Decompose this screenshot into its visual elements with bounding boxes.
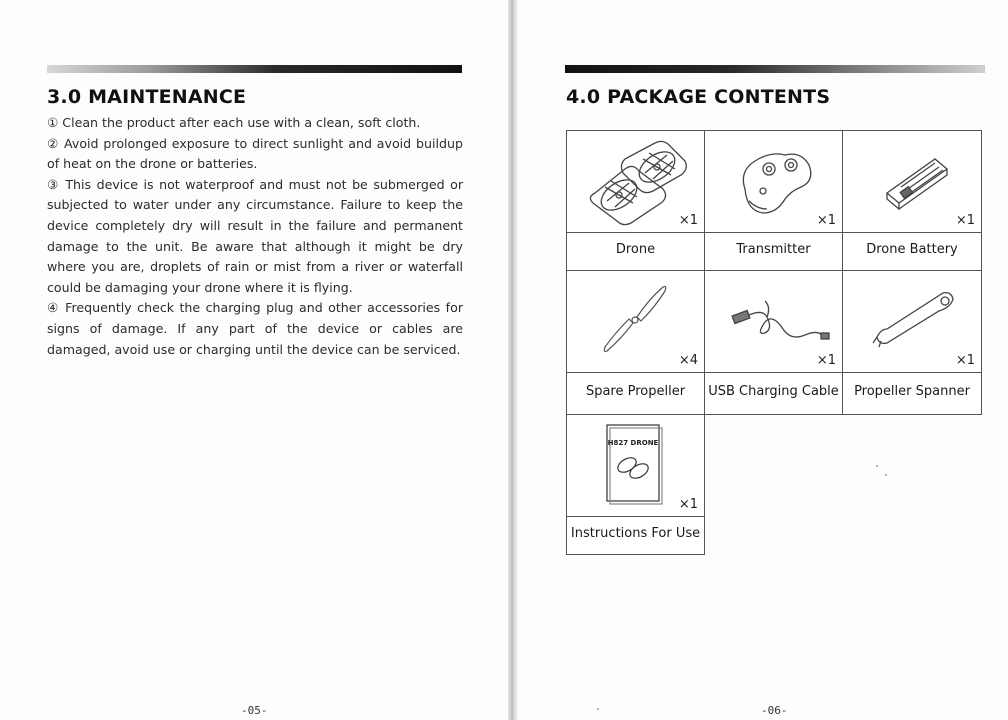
maintenance-item: ① Clean the product after each use with a clean, soft cloth.: [47, 115, 421, 130]
package-item-instructions: [566, 414, 705, 555]
item-quantity: ×1: [678, 213, 698, 228]
section-rule: [565, 65, 985, 73]
page-speck: [885, 474, 887, 476]
item-quantity: ×4: [678, 353, 698, 368]
item-quantity: ×1: [816, 213, 836, 228]
maintenance-item: ② Avoid prolonged exposure to direct sunlight and avoid buildup of heat on the drone or batteries.: [47, 135, 463, 172]
item-label: Drone Battery: [866, 242, 958, 257]
item-label: Drone: [615, 242, 656, 257]
item-label: Instructions For Use: [570, 526, 701, 541]
item-quantity: ×1: [955, 213, 975, 228]
package-item-battery: [842, 130, 982, 271]
item-image: [843, 271, 981, 373]
item-image: [843, 131, 981, 233]
item-label: USB Charging Cable: [708, 384, 839, 399]
page-speck: [597, 708, 599, 710]
manual-cover-title: H827 DRONE: [607, 439, 659, 447]
item-quantity: ×1: [955, 353, 975, 368]
package-item-transmitter: [704, 130, 843, 271]
item-label: Propeller Spanner: [854, 384, 970, 399]
item-label: Spare Propeller: [585, 384, 686, 399]
item-image: [567, 271, 704, 373]
item-image: [705, 271, 842, 373]
item-image: [705, 131, 842, 233]
package-item-usb-cable: [704, 270, 843, 415]
section-rule: [47, 65, 462, 73]
maintenance-item: ③ This device is not waterproof and must not be submerged or subjected to water under any circumstance. Failure to keep the device completely dry will result in the failure and permanent damage to the unit. Be aware that although it might be dry where you are, droplets of rain or mist from a river or waterfall could be damaging your drone where it is flying.: [47, 176, 463, 295]
maintenance-heading: 3.0 MAINTENANCE: [47, 86, 247, 108]
item-image: [567, 415, 704, 517]
page-speck: [876, 465, 878, 467]
maintenance-item: ④ Frequently check the charging plug and other accessories for signs of damage. If any part of the device or cables are damaged, avoid use or charging until the device can be serviced.: [47, 300, 463, 357]
package-contents-heading: 4.0 PACKAGE CONTENTS: [566, 86, 831, 108]
package-item-spare-propeller: [566, 270, 705, 415]
item-quantity: ×1: [816, 353, 836, 368]
book-spine: [508, 0, 518, 720]
item-quantity: ×1: [678, 497, 698, 512]
item-label: Transmitter: [736, 242, 811, 257]
page-number: -06-: [761, 704, 788, 717]
package-item-propeller-spanner: [842, 270, 982, 415]
page-number: -05-: [241, 704, 268, 717]
package-item-drone: [566, 130, 705, 271]
maintenance-list: [47, 113, 463, 360]
item-image: [567, 131, 704, 233]
